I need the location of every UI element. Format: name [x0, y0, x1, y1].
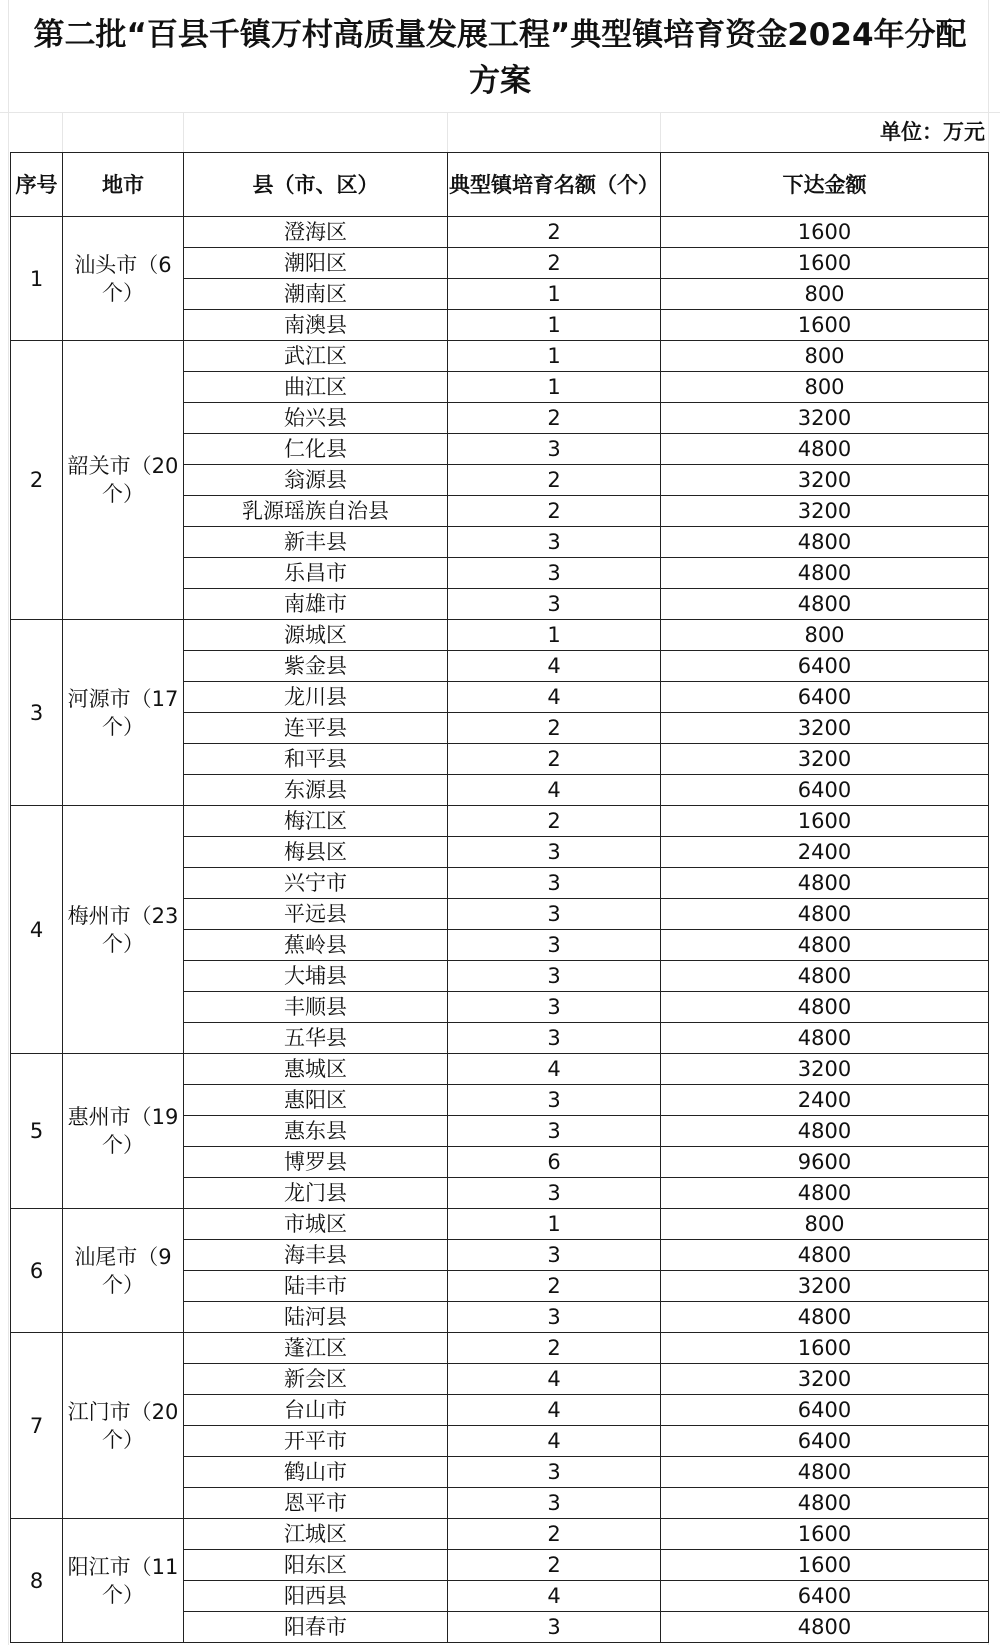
cell-county: 台山市: [184, 1395, 448, 1426]
cell-quota: 4: [448, 1395, 661, 1426]
cell-county: 连平县: [184, 713, 448, 744]
cell-quota: 1: [448, 372, 661, 403]
cell-amount: 4800: [661, 1178, 989, 1209]
cell-seq: 7: [11, 1333, 63, 1519]
cell-quota: 3: [448, 930, 661, 961]
cell-quota: 1: [448, 1209, 661, 1240]
cell-quota: 3: [448, 1457, 661, 1488]
cell-seq: 1: [11, 217, 63, 341]
cell-amount: 800: [661, 620, 989, 651]
cell-county: 恩平市: [184, 1488, 448, 1519]
cell-quota: 2: [448, 496, 661, 527]
cell-city: 阳江市（11个）: [63, 1519, 184, 1643]
cell-county: 仁化县: [184, 434, 448, 465]
cell-county: 龙门县: [184, 1178, 448, 1209]
cell-county: 丰顺县: [184, 992, 448, 1023]
cell-amount: 4800: [661, 1240, 989, 1271]
table-row: [11, 341, 989, 372]
cell-county: 惠城区: [184, 1054, 448, 1085]
cell-seq: 8: [11, 1519, 63, 1643]
cell-quota: 4: [448, 775, 661, 806]
cell-quota: 2: [448, 1333, 661, 1364]
cell-amount: 4800: [661, 527, 989, 558]
cell-quota: 3: [448, 1612, 661, 1643]
cell-county: 龙川县: [184, 682, 448, 713]
sheet-gridline: [0, 112, 1000, 113]
cell-city: 汕尾市（9个）: [63, 1209, 184, 1333]
table-row: [11, 620, 989, 651]
cell-seq: 4: [11, 806, 63, 1054]
cell-amount: 1600: [661, 806, 989, 837]
cell-quota: 3: [448, 1023, 661, 1054]
document-title: [0, 0, 1000, 112]
cell-county: 博罗县: [184, 1147, 448, 1178]
table-body: [11, 217, 989, 1643]
cell-city: 惠州市（19个）: [63, 1054, 184, 1209]
cell-amount: 4800: [661, 589, 989, 620]
cell-quota: 2: [448, 713, 661, 744]
cell-seq: 5: [11, 1054, 63, 1209]
cell-quota: 2: [448, 217, 661, 248]
cell-county: 新丰县: [184, 527, 448, 558]
cell-amount: 4800: [661, 899, 989, 930]
cell-quota: 2: [448, 744, 661, 775]
cell-county: 平远县: [184, 899, 448, 930]
cell-amount: 6400: [661, 1426, 989, 1457]
cell-city: 河源市（17个）: [63, 620, 184, 806]
cell-amount: 2400: [661, 1085, 989, 1116]
sheet-gridline: [660, 112, 661, 152]
cell-amount: 4800: [661, 558, 989, 589]
cell-amount: 4800: [661, 1302, 989, 1333]
cell-county: 梅县区: [184, 837, 448, 868]
cell-amount: 4800: [661, 868, 989, 899]
cell-quota: 1: [448, 279, 661, 310]
header-city: 地市: [63, 153, 184, 217]
cell-county: 潮阳区: [184, 248, 448, 279]
cell-amount: 1600: [661, 1333, 989, 1364]
cell-county: 和平县: [184, 744, 448, 775]
cell-quota: 3: [448, 1178, 661, 1209]
cell-amount: 3200: [661, 1364, 989, 1395]
cell-amount: 3200: [661, 1054, 989, 1085]
cell-seq: 2: [11, 341, 63, 620]
cell-county: 鹤山市: [184, 1457, 448, 1488]
cell-seq: 6: [11, 1209, 63, 1333]
unit-label: 单位：万元: [880, 120, 985, 144]
table-row: [11, 1333, 989, 1364]
cell-county: 五华县: [184, 1023, 448, 1054]
cell-county: 源城区: [184, 620, 448, 651]
cell-county: 海丰县: [184, 1240, 448, 1271]
cell-amount: 4800: [661, 930, 989, 961]
cell-amount: 1600: [661, 1519, 989, 1550]
cell-quota: 2: [448, 465, 661, 496]
cell-county: 潮南区: [184, 279, 448, 310]
allocation-table: [10, 152, 989, 1643]
cell-quota: 2: [448, 1550, 661, 1581]
cell-amount: 6400: [661, 651, 989, 682]
cell-quota: 2: [448, 1519, 661, 1550]
cell-county: 惠阳区: [184, 1085, 448, 1116]
cell-quota: 3: [448, 961, 661, 992]
table-row: [11, 1519, 989, 1550]
cell-quota: 4: [448, 1364, 661, 1395]
cell-quota: 2: [448, 248, 661, 279]
title-line-1: 第二批“百县千镇万村高质量发展工程”典型镇培育资金2024年分配: [33, 17, 967, 53]
cell-amount: 4800: [661, 434, 989, 465]
cell-quota: 3: [448, 1085, 661, 1116]
cell-quota: 3: [448, 589, 661, 620]
title-line-2: 方案: [469, 63, 531, 99]
cell-county: 澄海区: [184, 217, 448, 248]
cell-amount: 800: [661, 372, 989, 403]
cell-quota: 3: [448, 1240, 661, 1271]
cell-county: 梅江区: [184, 806, 448, 837]
cell-city: 江门市（20个）: [63, 1333, 184, 1519]
table-row: [11, 1054, 989, 1085]
cell-county: 阳东区: [184, 1550, 448, 1581]
cell-amount: 1600: [661, 217, 989, 248]
cell-county: 新会区: [184, 1364, 448, 1395]
cell-quota: 3: [448, 868, 661, 899]
cell-city: 汕头市（6个）: [63, 217, 184, 341]
cell-county: 武江区: [184, 341, 448, 372]
cell-city: 梅州市（23个）: [63, 806, 184, 1054]
sheet-gridline: [447, 112, 448, 152]
cell-county: 大埔县: [184, 961, 448, 992]
cell-quota: 3: [448, 1302, 661, 1333]
cell-county: 南澳县: [184, 310, 448, 341]
sheet-gridline: [62, 112, 63, 152]
cell-amount: 6400: [661, 775, 989, 806]
cell-county: 东源县: [184, 775, 448, 806]
cell-quota: 3: [448, 837, 661, 868]
cell-county: 惠东县: [184, 1116, 448, 1147]
cell-city: 韶关市（20个）: [63, 341, 184, 620]
cell-county: 兴宁市: [184, 868, 448, 899]
cell-amount: 800: [661, 279, 989, 310]
cell-county: 开平市: [184, 1426, 448, 1457]
cell-county: 陆丰市: [184, 1271, 448, 1302]
cell-quota: 3: [448, 899, 661, 930]
table-row: [11, 1209, 989, 1240]
cell-amount: 3200: [661, 496, 989, 527]
header-amount: 下达金额: [661, 153, 989, 217]
cell-amount: 4800: [661, 1488, 989, 1519]
cell-amount: 4800: [661, 961, 989, 992]
table-row: [11, 217, 989, 248]
cell-quota: 3: [448, 434, 661, 465]
cell-amount: 9600: [661, 1147, 989, 1178]
sheet-gridline: [183, 112, 184, 152]
cell-county: 蓬江区: [184, 1333, 448, 1364]
cell-quota: 2: [448, 403, 661, 434]
cell-quota: 4: [448, 1581, 661, 1612]
cell-county: 陆河县: [184, 1302, 448, 1333]
cell-county: 南雄市: [184, 589, 448, 620]
cell-seq: 3: [11, 620, 63, 806]
cell-quota: 4: [448, 1426, 661, 1457]
cell-county: 阳春市: [184, 1612, 448, 1643]
cell-quota: 6: [448, 1147, 661, 1178]
cell-amount: 3200: [661, 744, 989, 775]
header-seq: 序号: [11, 153, 63, 217]
cell-quota: 4: [448, 651, 661, 682]
cell-quota: 2: [448, 1271, 661, 1302]
cell-county: 乳源瑶族自治县: [184, 496, 448, 527]
cell-quota: 4: [448, 1054, 661, 1085]
cell-county: 江城区: [184, 1519, 448, 1550]
cell-amount: 3200: [661, 403, 989, 434]
table-row: [11, 806, 989, 837]
cell-quota: 3: [448, 1116, 661, 1147]
cell-amount: 6400: [661, 1395, 989, 1426]
cell-amount: 6400: [661, 1581, 989, 1612]
cell-county: 翁源县: [184, 465, 448, 496]
cell-quota: 3: [448, 558, 661, 589]
cell-quota: 1: [448, 341, 661, 372]
sheet-gridline: [8, 0, 9, 1645]
cell-quota: 1: [448, 620, 661, 651]
cell-amount: 3200: [661, 713, 989, 744]
cell-quota: 2: [448, 806, 661, 837]
cell-amount: 4800: [661, 1457, 989, 1488]
header-quota: 典型镇培育名额（个）: [448, 153, 661, 217]
cell-quota: 3: [448, 992, 661, 1023]
cell-county: 市城区: [184, 1209, 448, 1240]
cell-county: 乐昌市: [184, 558, 448, 589]
cell-amount: 3200: [661, 465, 989, 496]
cell-amount: 6400: [661, 682, 989, 713]
cell-amount: 1600: [661, 310, 989, 341]
cell-amount: 2400: [661, 837, 989, 868]
cell-amount: 3200: [661, 1271, 989, 1302]
cell-county: 蕉岭县: [184, 930, 448, 961]
cell-amount: 800: [661, 1209, 989, 1240]
cell-county: 紫金县: [184, 651, 448, 682]
header-county: 县（市、区）: [184, 153, 448, 217]
header-row: [11, 153, 989, 217]
cell-amount: 4800: [661, 1116, 989, 1147]
cell-amount: 4800: [661, 992, 989, 1023]
cell-amount: 4800: [661, 1023, 989, 1054]
cell-quota: 3: [448, 527, 661, 558]
cell-amount: 4800: [661, 1612, 989, 1643]
cell-quota: 1: [448, 310, 661, 341]
cell-county: 曲江区: [184, 372, 448, 403]
cell-county: 阳西县: [184, 1581, 448, 1612]
cell-amount: 1600: [661, 248, 989, 279]
cell-quota: 4: [448, 682, 661, 713]
cell-quota: 3: [448, 1488, 661, 1519]
cell-county: 始兴县: [184, 403, 448, 434]
cell-amount: 1600: [661, 1550, 989, 1581]
cell-amount: 800: [661, 341, 989, 372]
